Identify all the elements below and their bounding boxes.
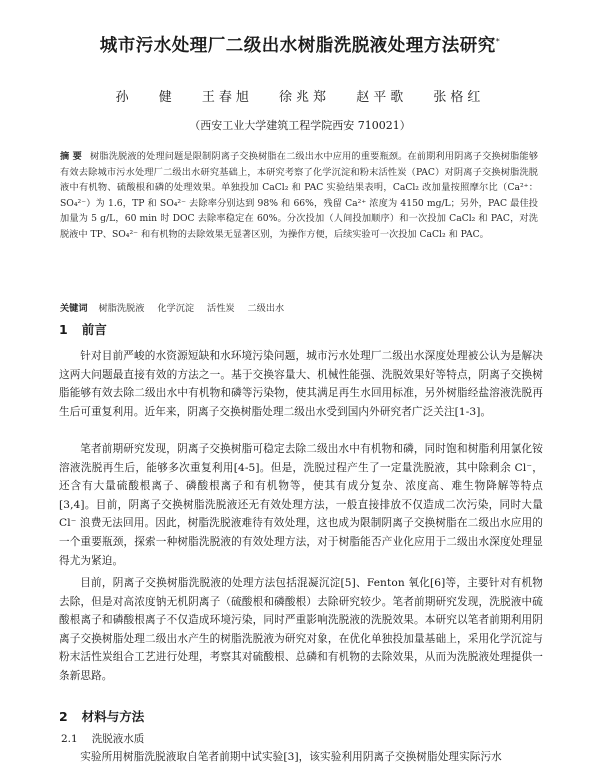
keyword: 树脂洗脱液 (98, 303, 145, 314)
section-heading-2 (59, 707, 144, 725)
author: 王春旭 (201, 90, 253, 105)
author-list (0, 86, 600, 105)
keywords-label: 关键词 (60, 303, 88, 314)
body-paragraph: 针对目前严峻的水资源短缺和水环境污染问题，城市污水处理厂二级出水深度处理被公认为是解决这两大问题最直接有效的方法之一。基于交换容量大、机械性能强、洗脱效果好等特点，阴离子交换树脂能够有效去除二级出水中有机物和磷等污染物，使其满足再生水回用标准，另外树脂经盐溶液洗脱再生后可重复利用。近年来，阴离子交换树脂处理二级出水受到国内外研究者广泛关注[1-3]。 (59, 350, 543, 418)
author: 张格红 (433, 90, 485, 105)
author: 徐兆郑 (279, 90, 331, 105)
abstract (60, 149, 538, 243)
keyword: 化学沉淀 (157, 303, 195, 314)
subsection-heading (61, 731, 144, 746)
affiliation: （西安工业大学建筑工程学院西安 710021） (189, 119, 411, 132)
section-number: 2 (59, 709, 68, 724)
section-number: 1 (59, 322, 68, 337)
title-footnote-mark: * (495, 37, 501, 47)
paper-title (0, 32, 600, 57)
section-title: 材料与方法 (81, 709, 145, 724)
title-text: 城市污水处理厂二级出水树脂洗脱液处理方法研究 (99, 36, 496, 56)
keywords (60, 300, 538, 314)
author: 孙 健 (115, 90, 176, 105)
body-paragraph: 目前，阴离子交换树脂洗脱液的处理方法包括混凝沉淀[5]、Fenton 氧化[6]等，主要针对有机物去除，但是对高浓度钠无机阴离子（硫酸根和磷酸根）去除研究较少。笔者前期研究发现，洗脱液中硫酸根离子和磷酸根离子不仅造成环境污染，同时严重影响洗脱液的洗脱效果。本研究以笔者前期利用阴离子交换树脂处理二级出水产生的树脂洗脱液为研究对象，在优化单独投加量基础上，采用化学沉淀与粉末活性炭组合工艺进行处理，考察其对硫酸根、总磷和有机物的去除效果，从而为洗脱液处理提供一条新思路。 (59, 577, 543, 682)
subsection-number: 2.1 (61, 733, 78, 745)
abstract-label: 摘 要 (60, 151, 83, 162)
keyword: 二级出水 (247, 303, 285, 314)
subsection-title: 洗脱液水质 (91, 733, 145, 745)
section-heading-1 (59, 320, 107, 338)
body-paragraph: 实验所用树脂洗脱液取自笔者前期中试实验[3]，该实验利用阴离子交换树脂处理实际污水 (80, 751, 502, 763)
abstract-text: 树脂洗脱液的处理问题是限制阴离子交换树脂在二级出水中应用的重要瓶颈。在前期利用阴离子交换树脂能够有效去除城市污水处理厂二级出水研究基础上，本研究考察了化学沉淀和粉末活性炭（PAC）对阴离子交换树脂洗脱液中有机物、硫酸根和磷的处理效果。单独投加 CaCl₂ 和 PAC 实验结果表明，CaCl₂ 改加量按照摩尔比（Ca²⁺：SO₄²⁻）为 1.6，TP 和 SO₄²⁻ 去除率分别达到 98% 和 66%，残留 Ca²⁺ 浓度为 4150 mg/L；另外，PAC 最佳投加量为 5 g/L，60 min 时 DOC 去除率稳定在 60%。分次投加（人间投加顺序）和一次投加 CaCl₂ 和 PAC，对洗脱液中 TP、SO₄²⁻ 和有机物的去除效果无显著区别，为操作方便，后续实验可一次投加 CaCl₂ 和 PAC。 (60, 151, 539, 240)
author: 赵平歌 (356, 90, 408, 105)
section-title: 前言 (81, 322, 107, 337)
body-paragraph: 笔者前期研究发现，阴离子交换树脂可稳定去除二级出水中有机物和磷，同时饱和树脂利用氯化铵溶液洗脱再生后，能够多次重复利用[4-5]。但是，洗脱过程产生了一定量洗脱液，其中除剩余 Cl⁻，还含有大量硫酸根离子、磷酸根离子和有机物等，使其有成分复杂、浓度高、难生物降解等特点[3,4]。目前，阴离子交换树脂洗脱液还无有效处理方法，一般直接排放不仅造成二次污染，同时大量 Cl⁻ 浪费无法回用。因此，树脂洗脱液难待有效处理，这也成为限制阴离子交换树脂在二级出水应用的一个重要瓶颈，探索一种树脂洗脱液的有效处理方法，对于树脂能否产业化应用于二级出水深度处理显得尤为紧迫。 (59, 443, 543, 567)
keyword: 活性炭 (207, 303, 235, 314)
